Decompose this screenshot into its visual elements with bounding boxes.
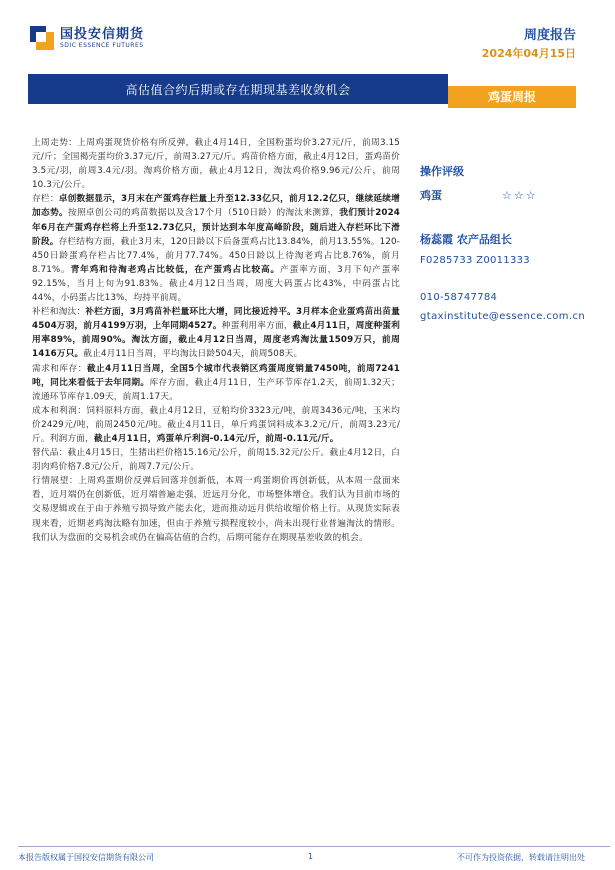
page-number: 1 — [308, 852, 314, 861]
contact-phone: 010-58747784 — [420, 292, 498, 303]
rating-title: 操作评级 — [420, 165, 464, 178]
report-date: 2024年04月15日 — [481, 47, 576, 60]
rating-row — [420, 187, 610, 203]
paragraph-outlook: 行情展望：上周鸡蛋期价反弹后回落并创新低，本周一鸡蛋期价再创新低，从本周一盘面来看，近月端仍在创新低，近月端普遍走强，近远月分化，市场整体增仓。我们认为目前市场的交易逻辑或在于由于养殖亏损导致产能去化，进而推动远月供给收缩价格上行。从现货实际表现来看，近期老鸡淘汰略有加速，但由于养殖亏损程度较小，尚未出现行业普遍淘汰的情形。我们认为盘面的交易机会或仍在偏高估值的合约，后期可能存在期现基差收敛的机会。 — [32, 476, 400, 543]
report-title: 高估值合约后期或存在期现基差收敛机会 — [125, 83, 351, 97]
footer-disclaimer: 不可作为投资依据，转载请注明出处 — [457, 853, 585, 862]
analyst-name: 杨蕊霞 农产品组长 — [420, 233, 512, 246]
paragraph-demand-stock: 需求和库存：截止4月11日当周，全国5个城市代表销区鸡蛋周度销量7450吨，前周7241吨，同比来看低于去年同期。库存方面，截止4月11日，生产环节库存1.2天，前周1.32天；流通环节库存1.09天，前周1.17天。 — [32, 363, 400, 402]
paragraph-cost-profit: 成本和利润：饲料原料方面，截止4月12日，豆粕均价3323元/吨，前周3436元/吨，玉米均价2429元/吨，前周2450元/吨。截止4月11日，单斤鸡蛋饲料成本3.2元/斤，前周3.23元/斤。利润方面，截止4月11日，鸡蛋单斤利润-0.14元/斤，前周-0.11元/斤。 — [32, 405, 400, 444]
logo-mark-icon — [30, 26, 54, 50]
contact-email[interactable]: gtaxinstitute@essence.com.cn — [420, 311, 586, 322]
paragraph-weekly-trend: 上周走势：上周鸡蛋现货价格有所反弹，截止4月14日，全国粉蛋均价3.27元/斤，前周3.15元/斤；全国褐壳蛋均价3.37元/斤，前周3.27元/斤。鸡苗价格方面，截止4月12日，蛋鸡苗价3.5元/羽，前周3.4元/羽。淘鸡价格方面，截止4月12日，淘汰鸡价格9.96元/公斤，前周10.3元/公斤。 — [32, 138, 400, 191]
footer-copyright: 本报告版权属于国投安信期货有限公司 — [18, 853, 154, 862]
title-banner — [28, 74, 448, 104]
rating-item: 鸡蛋 — [420, 189, 442, 202]
sidebar — [420, 163, 610, 322]
paragraph-substitutes: 替代品：截止4月15日，生猪出栏价格15.16元/公斤，前周15.32元/公斤。截止4月12日，白羽肉鸡价格7.8元/公斤，前周7.7元/公斤。 — [32, 448, 400, 473]
footer-divider — [18, 846, 610, 847]
paragraph-inventory: 存栏：卓创数据显示，3月末在产蛋鸡存栏量上升至12.33亿只，前月12.2亿只，继续延续增加态势。按照卓创公司的鸡苗数据以及含17个月（510日龄）的淘汰来测算，我们预计2024年6月在产蛋鸡存栏将上升至12.73亿只，预计达到本年度高峰阶段，随后进入存栏环比下滑阶段。存栏结构方面，截止3月末，120日龄以下后备蛋鸡占比13.84%，前月13.55%。120-450日龄蛋鸡存栏占比77.4%，前月77.74%。450日龄以上待淘老鸡占比8.76%，前月8.71%。青年鸡和待淘老鸡占比较低，在产蛋鸡占比较高。产蛋率方面，3月下旬产蛋率92.15%，当月上旬为91.83%。截止4月12日当周，周度大码蛋占比43%，中码蛋占比44%，小码蛋占比13%，均持平前周。 — [32, 194, 401, 304]
column-tag: 鸡蛋周报 — [448, 86, 576, 108]
paragraph-restock-culling: 补栏和淘汰：补栏方面，3月鸡苗补栏量环比大增，同比接近持平。3月样本企业蛋鸡苗出苗量4504万羽，前月4199万羽，上年同期4527。种蛋利用率方面，截止4月11日，周度种蛋利用率89%，前周90%。淘汰方面，截止4月12日当周，周度老鸡淘汰量1509万只，前周1416万只。截止4月11日当周，平均淘汰日龄504天，前周508天。 — [32, 307, 400, 360]
analyst-license-ids: F0285733 Z0011333 — [420, 255, 530, 266]
logo-chinese-name: 国投安信期货 — [60, 26, 145, 42]
star-rating-icon: ☆☆☆ — [502, 188, 538, 202]
report-type: 周度报告 — [523, 28, 576, 43]
logo-english-name: SDIC ESSENCE FUTURES — [60, 41, 144, 49]
company-logo — [30, 26, 144, 50]
report-body — [32, 136, 400, 545]
